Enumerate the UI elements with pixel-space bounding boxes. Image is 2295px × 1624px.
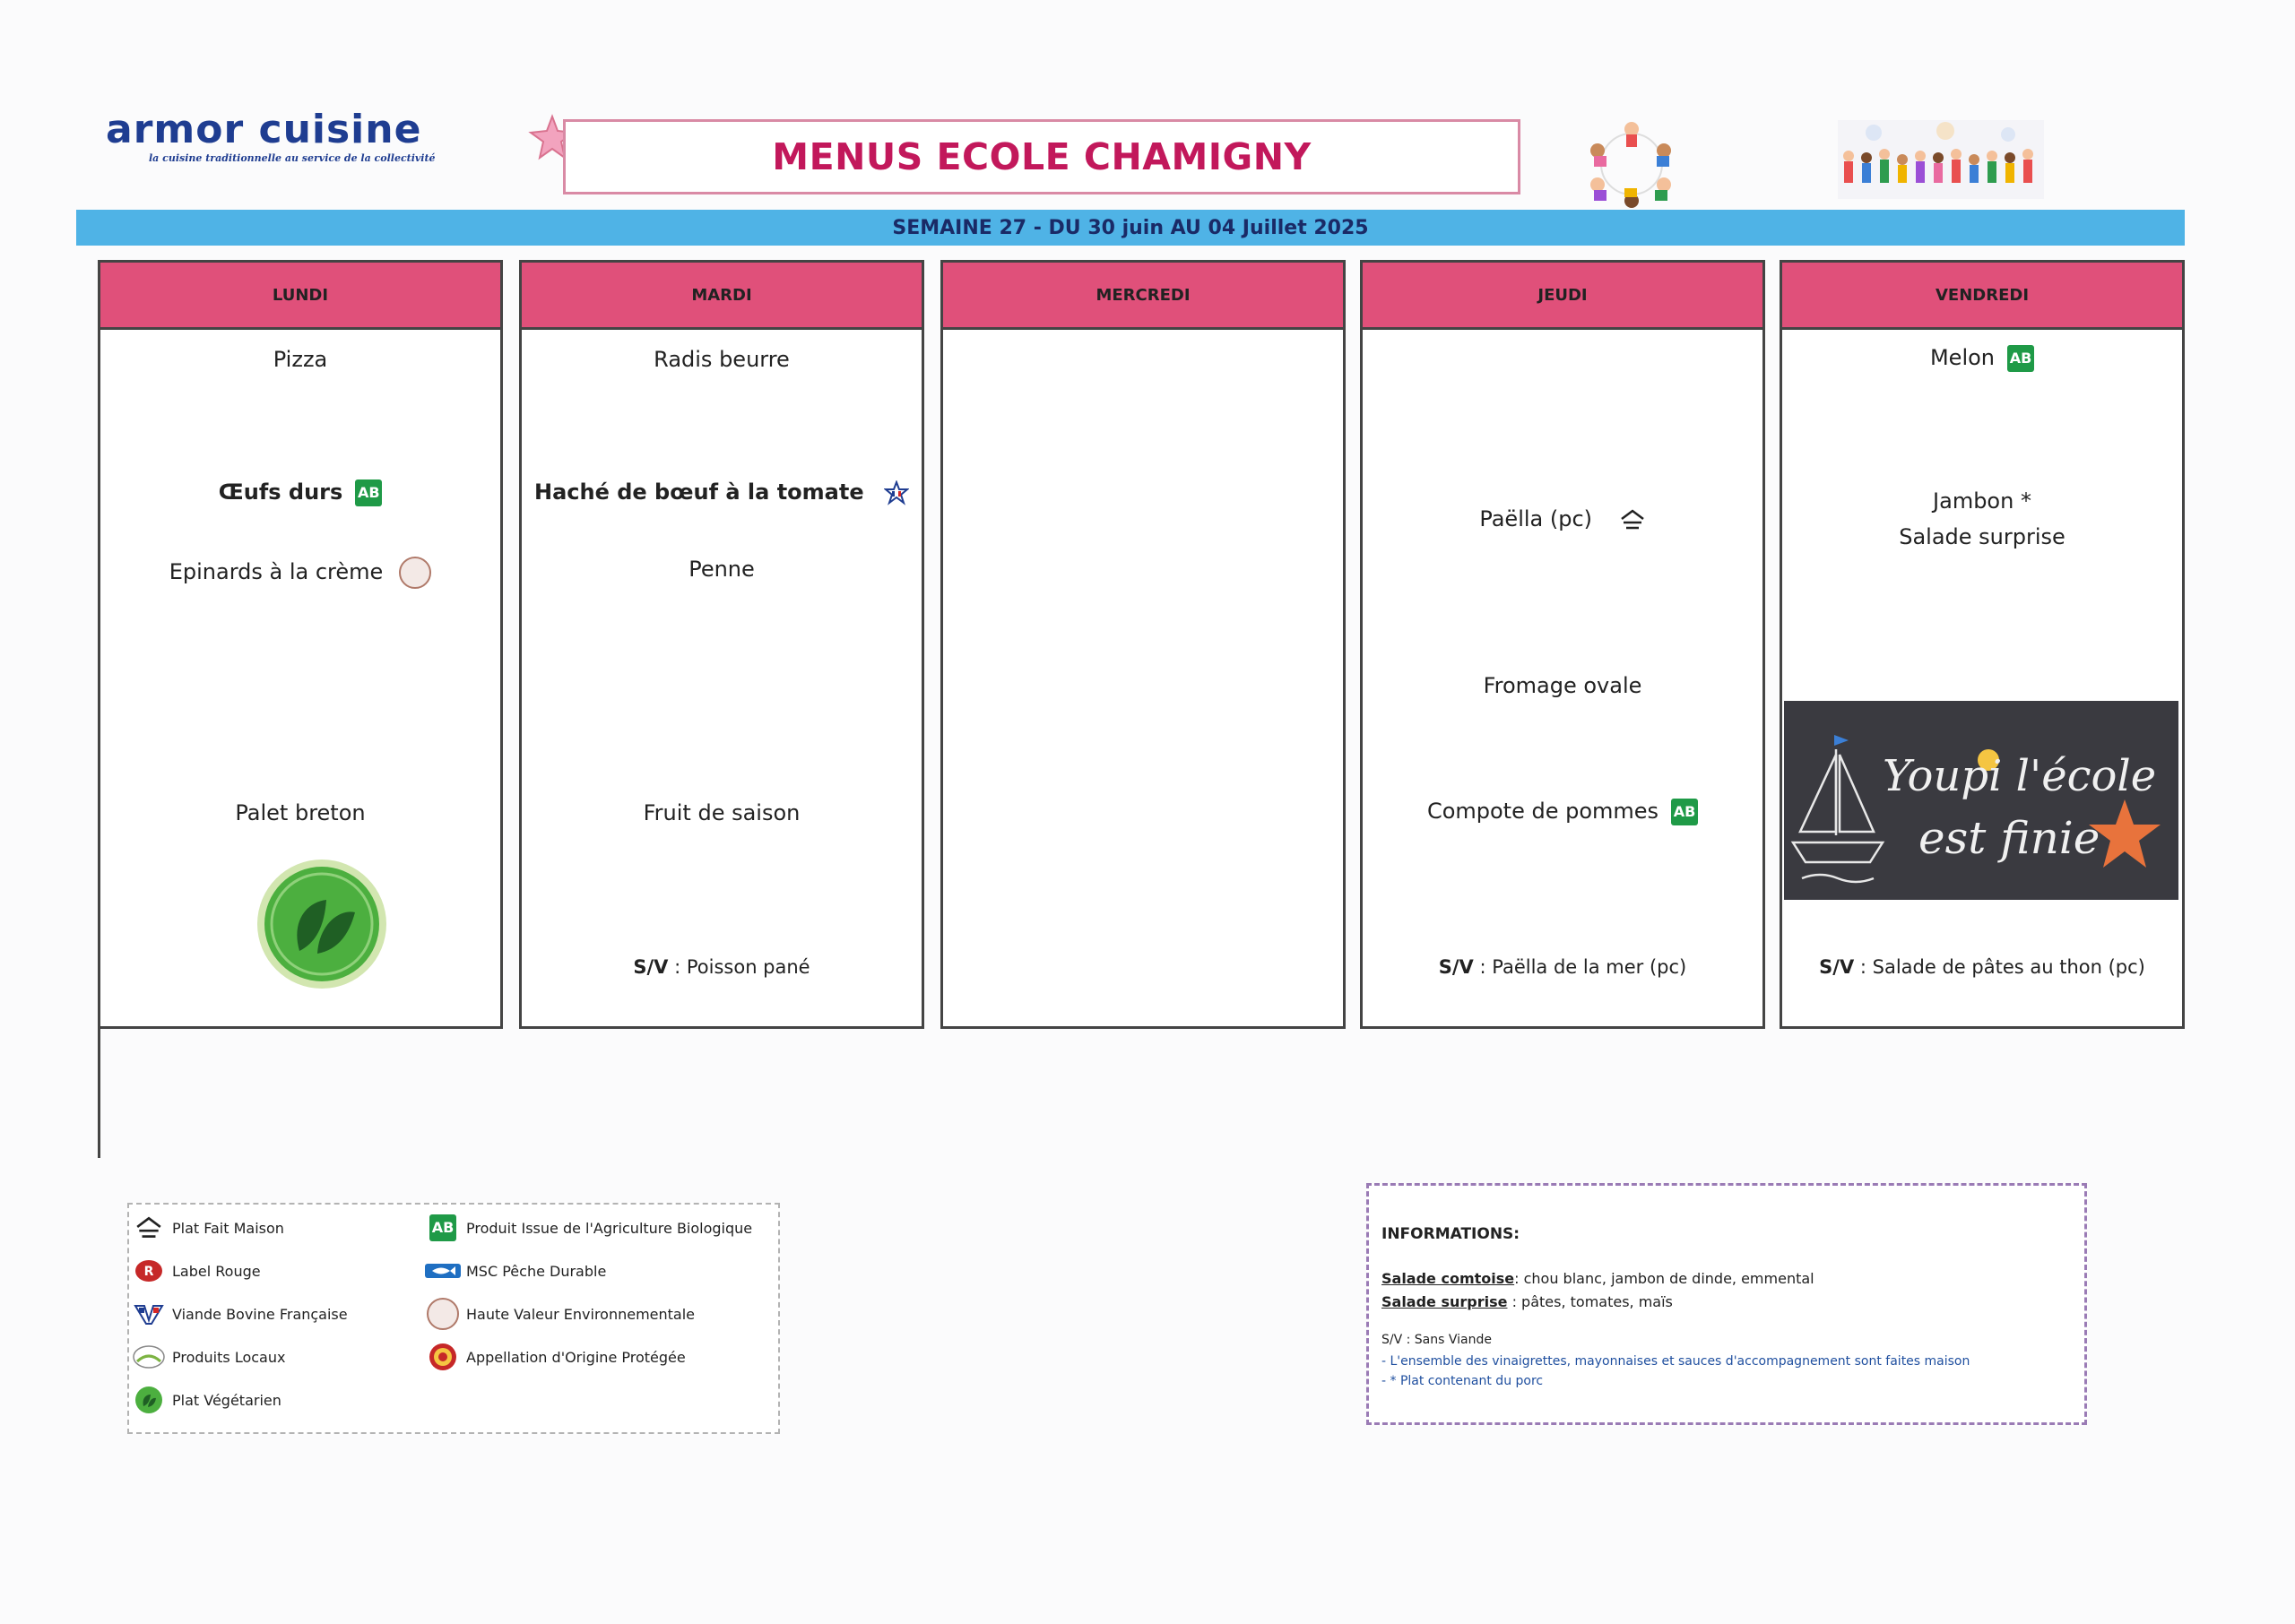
french-beef-icon [131,1298,167,1330]
menu-item: Penne [688,557,755,582]
divider-line [98,1029,100,1158]
day-name: MERCREDI [1096,285,1191,305]
ab-organic-icon: AB [355,479,382,506]
ab-organic-icon: AB [425,1212,461,1244]
day-header [943,263,1343,330]
menu-item: Jambon * [1933,488,2031,514]
local-products-icon [131,1341,167,1373]
chalk-text-line2: est finie [1918,812,2100,864]
day-name: MARDI [691,285,752,305]
french-beef-icon [884,480,909,505]
legend-item: MSC Pêche Durable [425,1255,606,1287]
ab-organic-icon: AB [1671,799,1698,825]
day-header [1782,263,2182,330]
day-column-vendredi [1780,260,2185,1029]
legend-item: Plat Fait Maison [131,1212,284,1244]
legend-item: Plat Végétarien [131,1384,281,1416]
svg-text:R: R [143,1265,154,1279]
information-box [1366,1183,2087,1425]
menu-item: Paëlla (pc) [1363,506,1762,531]
menu-item: Fromage ovale [1483,673,1642,698]
sans-viande-line: S/V : Paëlla de la mer (pc) [1438,956,1687,978]
day-header [100,263,500,330]
ab-organic-icon: AB [2007,345,2034,372]
sans-viande-line: S/V : Poisson pané [633,956,810,978]
aop-icon [425,1341,461,1373]
menu-item: Palet breton [235,800,366,825]
children-circle-illustration [1578,115,1685,213]
house-icon [1619,508,1646,531]
children-group-illustration [1838,120,2044,199]
legend-item: Appellation d'Origine Protégée [425,1341,686,1373]
legend-item: AB Produit Issue de l'Agriculture Biologique [425,1212,752,1244]
week-band [76,210,2185,246]
menu-item: Melon AB [1782,345,2182,372]
info-sans-viande: S/V : Sans Viande [1381,1333,1492,1347]
day-name: VENDREDI [1935,285,2030,305]
day-column-mercredi [940,260,1346,1029]
day-name: JEUDI [1537,285,1588,305]
page-title: MENUS ECOLE CHAMIGNY [772,135,1312,178]
menu-item: Œufs durs AB [100,479,500,506]
logo-tagline: la cuisine traditionnelle au service de la collectivité [149,152,436,164]
chalk-text-line1: Youpi l'école [1883,751,2157,801]
menu-item: Epinards à la crème [100,557,500,589]
hve-icon [425,1298,461,1330]
chalkboard-image [1784,701,2178,900]
menu-item: Fruit de saison [643,800,801,825]
day-column-jeudi [1360,260,1765,1029]
vegetarian-icon [131,1384,167,1416]
menu-item: Compote de pommes AB [1363,799,1762,825]
legend-item: Viande Bovine Française [131,1298,348,1330]
legend-item: Haute Valeur Environnementale [425,1298,695,1330]
info-title: INFORMATIONS: [1381,1225,1520,1243]
day-header [1363,263,1762,330]
menu-item: Radis beurre [654,347,790,372]
sans-viande-line: S/V : Salade de pâtes au thon (pc) [1819,956,2145,978]
legend-box [127,1203,780,1434]
msc-fish-icon [425,1255,461,1287]
hve-icon [399,557,431,589]
menu-item: Pizza [273,347,328,372]
day-column-mardi [519,260,924,1029]
vegetarian-icon [255,857,389,991]
info-salade-comtoise: Salade comtoise: chou blanc, jambon de dinde, emmental [1381,1270,1814,1287]
legend-item: Produits Locaux [131,1341,285,1373]
menu-item: Haché de bœuf à la tomate [522,479,922,505]
title-box [563,119,1520,194]
day-name: LUNDI [272,285,329,305]
label-rouge-icon [131,1255,167,1287]
legend-item: R Label Rouge [131,1255,261,1287]
logo-text: armor cuisine [106,107,422,152]
week-label: SEMAINE 27 - DU 30 juin AU 04 Juillet 2025 [892,216,1369,239]
day-header [522,263,922,330]
info-homemade-sauces: - L'ensemble des vinaigrettes, mayonnaises et sauces d'accompagnement sont faites maison [1381,1354,1970,1369]
house-icon [131,1212,167,1244]
info-pork-note: - * Plat contenant du porc [1381,1374,1544,1388]
info-salade-surprise: Salade surprise : pâtes, tomates, maïs [1381,1293,1673,1310]
armor-cuisine-logo [106,109,482,164]
menu-item: Salade surprise [1899,524,2066,549]
